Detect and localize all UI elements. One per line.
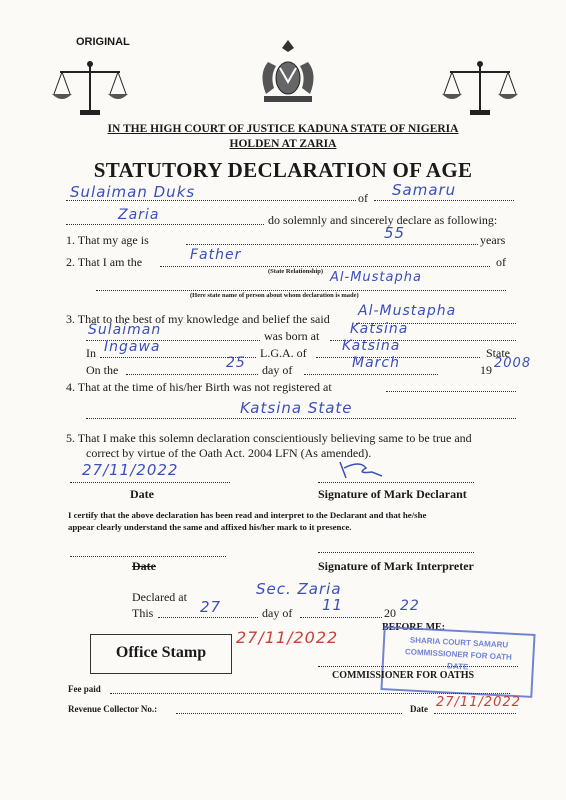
interpreter-date-line xyxy=(70,556,226,557)
item-1-label: 1. That my age is xyxy=(66,233,149,247)
day-handwriting: 25 xyxy=(226,355,246,371)
relationship-handwriting: Father xyxy=(190,247,242,263)
certify-line-1: I certify that the above declaration has been read and interpret to the Declarant and that he/she xyxy=(68,510,427,520)
registered-line-2 xyxy=(86,418,516,419)
declarant-signature-line xyxy=(318,482,474,483)
interpreter-signature-label: Signature of Mark Interpreter xyxy=(318,559,474,573)
lga-handwriting: Katsina xyxy=(342,338,401,354)
this-label: This xyxy=(132,606,154,620)
person-caption: (Here state name of person about whom declaration is made) xyxy=(190,292,359,299)
year-handwriting: 2008 xyxy=(494,356,532,371)
this-day-line xyxy=(158,617,258,618)
seal-line-1: SHARIA COURT SAMARU xyxy=(409,635,509,650)
day-line xyxy=(126,374,258,375)
scales-of-justice-left-icon xyxy=(50,58,130,118)
original-label: ORIGINAL xyxy=(76,36,130,48)
day-of-label-2: day of xyxy=(262,606,293,620)
registered-at-handwriting: Katsina State xyxy=(240,399,353,417)
item-4-label: 4. That at the time of his/her Birth was not registered at xyxy=(66,380,332,394)
year-prefix-2: 20 xyxy=(384,606,396,620)
declared-at-label: Declared at xyxy=(132,590,187,604)
this-day-handwriting: 27 xyxy=(200,598,222,616)
fee-paid-label: Fee paid xyxy=(68,684,101,694)
age-line xyxy=(186,244,478,245)
month-line xyxy=(304,374,438,375)
date-label-3: Date xyxy=(410,704,428,714)
revenue-collector-label: Revenue Collector No.: xyxy=(68,704,158,714)
fee-date-handwriting: 27/11/2022 xyxy=(436,695,521,710)
item-5-line-2: correct by virtue of the Oath Act. 2004 LFN (As amended). xyxy=(86,446,372,460)
registered-line-1 xyxy=(386,391,516,392)
declarant-signature-mark xyxy=(336,458,386,482)
declarant-signature-label: Signature of Mark Declarant xyxy=(318,487,467,501)
declarant-date-handwriting: 27/11/2022 xyxy=(82,461,179,479)
born-at-label: was born at xyxy=(264,329,320,343)
declared-at-handwriting: Sec. Zaria xyxy=(256,580,342,598)
declarant-name-handwriting: Sulaiman Duks xyxy=(70,183,196,201)
this-month-handwriting: 11 xyxy=(322,596,344,614)
court-location: HOLDEN AT ZARIA xyxy=(229,138,337,150)
said-person-handwriting: Al-Mustapha xyxy=(358,303,457,319)
of-place-line xyxy=(374,200,514,201)
item-3-label: 3. That to the best of my knowledge and belief the said xyxy=(66,312,330,326)
commissioner-line xyxy=(318,666,518,667)
revenue-collector-line xyxy=(176,713,402,714)
relationship-caption: (State Relationship) xyxy=(268,268,324,275)
interpreter-signature-line xyxy=(318,552,474,553)
this-month-line xyxy=(300,617,382,618)
coat-of-arms-icon xyxy=(248,38,328,106)
said-person-second-handwriting: Sulaiman xyxy=(88,322,162,338)
birthplace-handwriting: Katsina xyxy=(350,321,409,337)
scales-of-justice-right-icon xyxy=(440,58,520,118)
office-stamp-box xyxy=(90,634,232,674)
town-handwriting: Zaria xyxy=(118,207,160,223)
relationship-line xyxy=(160,266,490,267)
court-heading: IN THE HIGH COURT OF JUSTICE KADUNA STATE OF NIGERIA xyxy=(107,123,459,135)
red-date-handwriting: 27/11/2022 xyxy=(236,628,339,647)
item-2-label: 2. That I am the xyxy=(66,255,143,269)
of-label: of xyxy=(358,191,368,205)
solemn-text: do solemnly and sincerely declare as following: xyxy=(268,213,498,227)
years-label: years xyxy=(480,233,506,247)
date-label-2: Date xyxy=(132,559,156,573)
month-handwriting: March xyxy=(352,355,400,371)
year-prefix: 19 xyxy=(480,363,492,377)
person-name-handwriting: Al-Mustapha xyxy=(330,270,422,285)
court-seal-stamp xyxy=(380,626,535,698)
on-the-label: On the xyxy=(86,363,119,377)
lga-label: L.G.A. of xyxy=(260,346,307,360)
certify-line-2: appear clearly understand the same and affixed his/her mark to it presence. xyxy=(68,522,352,532)
town-in-handwriting: Ingawa xyxy=(104,339,161,355)
fee-paid-line xyxy=(110,693,510,694)
before-me-label: BEFORE ME: xyxy=(382,622,446,633)
state-label: State xyxy=(486,346,510,360)
commissioner-label: COMMISSIONER FOR OATHS xyxy=(332,670,475,681)
this-year-handwriting: 22 xyxy=(400,598,420,614)
in-label: In xyxy=(86,346,96,360)
day-of-label: day of xyxy=(262,363,293,377)
person-name-line xyxy=(96,290,506,291)
age-handwriting: 55 xyxy=(384,224,406,242)
of-label-2: of xyxy=(496,255,506,269)
fee-date-line xyxy=(434,713,516,714)
seal-line-2: COMMISSIONER FOR OATH xyxy=(404,647,513,662)
office-stamp-label: Office Stamp xyxy=(115,644,207,661)
town-line xyxy=(66,224,264,225)
of-place-handwriting: Samaru xyxy=(392,181,457,199)
document-title: STATUTORY DECLARATION OF AGE xyxy=(93,158,473,182)
declarant-date-line xyxy=(70,482,230,483)
seal-line-3: DATE xyxy=(446,661,469,672)
date-label-1: Date xyxy=(130,487,154,501)
item-5-line-1: 5. That I make this solemn declaration conscientiously believing same to be true and xyxy=(66,431,472,445)
